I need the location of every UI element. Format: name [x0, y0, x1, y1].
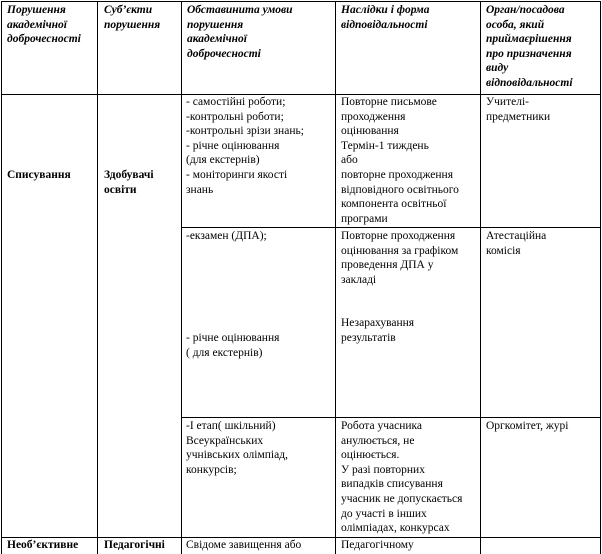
conditions-row-2: Свідоме завищення або	[186, 539, 302, 551]
col-line-4	[480, 1, 481, 554]
consequences-block-3: Робота учасника анулюється, не оцінюється. У разі повторних випадків списування учасник не допускається до участі в інших олімпіадах, конкурсах	[341, 420, 463, 535]
violation-cheating: Списування	[7, 169, 71, 181]
subject-teachers: Педагогічні	[104, 539, 165, 551]
table-border-top	[1, 1, 601, 2]
conditions-exam: -екзамен (ДПА);	[186, 230, 267, 242]
conditions-annual: - річне оцінювання ( для екстернів)	[186, 332, 280, 359]
header-subjects: Суб’єкти порушення	[104, 4, 161, 31]
col-line-1	[97, 1, 98, 554]
header-consequences: Наслідки і форма відповідальності	[341, 4, 430, 31]
authority-block-3: Оргкомітет, журі	[486, 420, 569, 432]
col-line-5	[600, 1, 601, 554]
consequences-row-2: Педагогічному	[341, 539, 414, 551]
row-divider-1	[181, 227, 601, 228]
consequences-void: Незарахування результатів	[341, 317, 415, 344]
row-divider-2	[181, 417, 601, 418]
authority-block-2: Атестаційна комісія	[486, 230, 547, 257]
col-line-3	[335, 1, 336, 554]
col-line-2	[181, 1, 182, 554]
header-authority: Орган/посадова особа, який приймаєрішення про призначення виду відповідальності	[486, 4, 573, 89]
consequences-block-1: Повторне письмове проходження оцінювання Термін-1 тиждень або повторне проходження відповідного освітнього компонента освітньої програми	[341, 96, 459, 225]
violation-biased: Необ’єктивне	[7, 539, 79, 551]
header-conditions: Обставинита умови порушення академічної доброчесності	[187, 4, 293, 60]
consequences-repeat: Повторне проходження оцінювання за графіком проведення ДПА у закладі	[341, 230, 459, 286]
conditions-block-3: -І етап( шкільний) Всеукраїнських учнівських олімпіад, конкурсів;	[186, 420, 288, 476]
col-line-0	[1, 1, 2, 554]
subject-students: Здобувачі освіти	[104, 169, 154, 196]
authority-block-1: Учителі- предметники	[486, 96, 551, 123]
conditions-block-1: - самостійні роботи; -контрольні роботи; -контрольні зрізи знань; - річне оцінювання (для екстернів) - моніторинги якості знань	[186, 96, 304, 196]
header-violation: Порушення академічної доброчесності	[7, 4, 81, 46]
